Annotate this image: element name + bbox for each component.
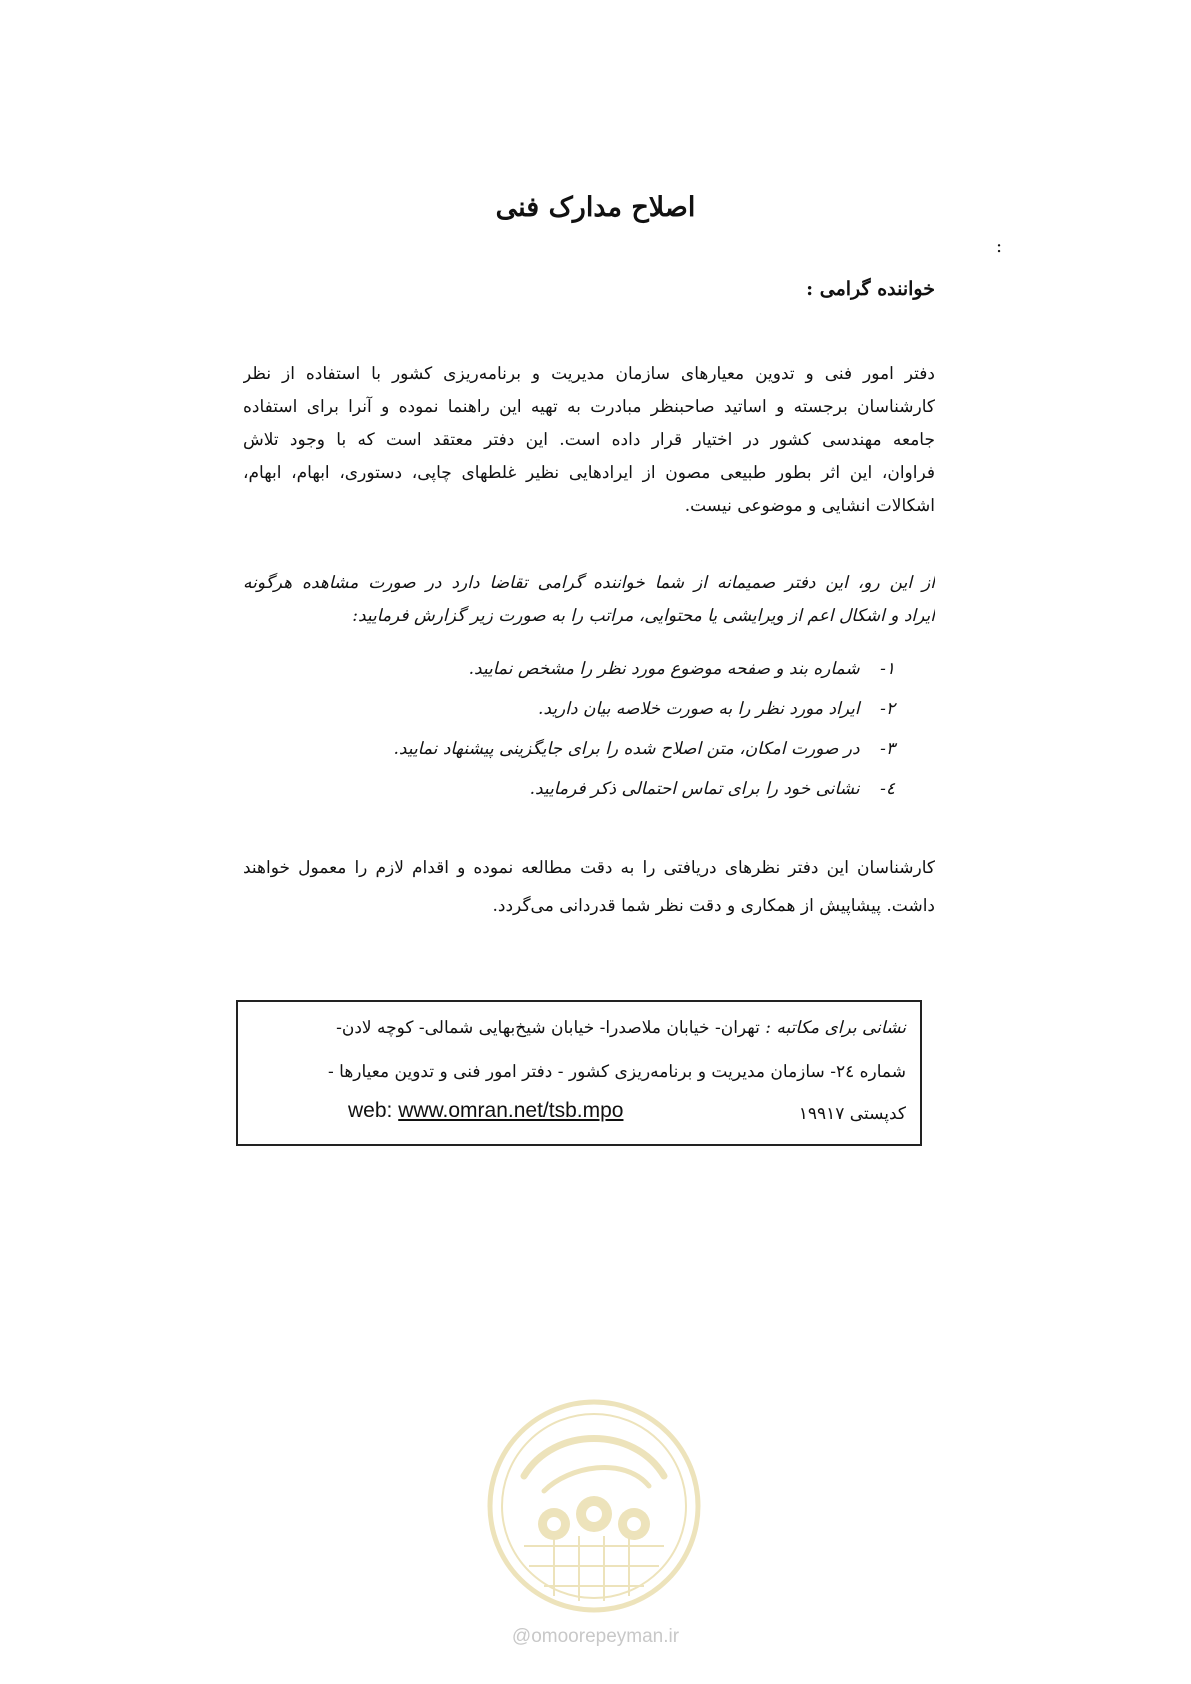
intro-paragraph: [243, 358, 935, 523]
closing-paragraph: [243, 849, 935, 925]
page-title: اصلاح مدارک فنی: [495, 192, 696, 223]
paragraph-line: فراوان، این اثر بطور طبیعی مصون از ایرادهایی نظیر غلطهای چاپی، دستوری، ابهام، ابهام،: [243, 463, 935, 483]
contact-label: نشانی برای مکاتبه :: [765, 1018, 906, 1038]
list-item-number: ۲-: [880, 699, 895, 719]
list-item: [295, 769, 895, 809]
contact-address: تهران- خیابان ملاصدرا- خیابان شیخ‌بهایی شمالی- کوچه لادن-: [336, 1018, 760, 1038]
contact-organization-line: شماره ٢٤- سازمان مدیریت و برنامه‌ریزی کشور - دفتر امور فنی و تدوین معیارها -: [328, 1062, 906, 1082]
stray-mark: :: [996, 236, 1003, 257]
website: [348, 1099, 623, 1123]
list-item: [295, 689, 895, 729]
list-item-number: ۳-: [880, 739, 895, 759]
web-label: web:: [348, 1099, 393, 1122]
paragraph-line: از این رو، این دفتر صمیمانه از شما خواننده گرامی تقاضا دارد در صورت مشاهده هرگونه: [243, 573, 935, 593]
list-item: [295, 649, 895, 689]
list-item-text: ایراد مورد نظر را به صورت خلاصه بیان دارید.: [538, 699, 860, 719]
instructions-list: [295, 649, 895, 809]
watermark-site: @omoorepeyman.ir: [511, 1626, 680, 1647]
postal-code: کدپستی ۱۹۹۱۷: [798, 1104, 906, 1124]
web-link[interactable]: www.omran.net/tsb.mpo: [398, 1099, 624, 1122]
list-item-text: نشانی خود را برای تماس احتمالی ذکر فرمایید.: [529, 779, 860, 799]
list-item: [295, 729, 895, 769]
request-paragraph: [243, 567, 935, 633]
paragraph-line: دفتر امور فنی و تدوین معیارهای سازمان مدیریت و برنامه‌ریزی کشور با استفاده از نظر: [243, 364, 935, 384]
seal-watermark-icon: [484, 1396, 704, 1616]
paragraph-line: داشت. پیشاپیش از همکاری و دقت نظر شما قدردانی می‌گردد.: [492, 896, 935, 916]
list-item-number: ٤-: [880, 779, 895, 799]
paragraph-line: کارشناسان این دفتر نظرهای دریافتی را به دقت مطالعه نموده و اقدام لازم را معمول خواهند: [243, 858, 935, 878]
list-item-text: شماره بند و صفحه موضوع مورد نظر را مشخص نمایید.: [468, 659, 860, 679]
list-item-number: ۱-: [880, 659, 895, 679]
paragraph-line: ایراد و اشکال اعم از ویرایشی یا محتوایی، مراتب را به صورت زیر گزارش فرمایید:: [352, 606, 935, 626]
paragraph-line: کارشناسان برجسته و اساتید صاحبنظر مبادرت به تهیه این راهنما نموده و آنرا برای استفاده: [243, 397, 935, 417]
list-item-text: در صورت امکان، متن اصلاح شده را برای جایگزینی پیشنهاد نمایید.: [393, 739, 860, 759]
paragraph-line: اشکالات انشایی و موضوعی نیست.: [684, 496, 935, 516]
salutation: خواننده گرامی :: [806, 278, 935, 300]
contact-box: [236, 1000, 922, 1146]
contact-address-line: [336, 1018, 906, 1038]
paragraph-line: جامعه مهندسی کشور در اختیار قرار داده است. این دفتر معتقد است که با وجود تلاش: [243, 430, 935, 450]
